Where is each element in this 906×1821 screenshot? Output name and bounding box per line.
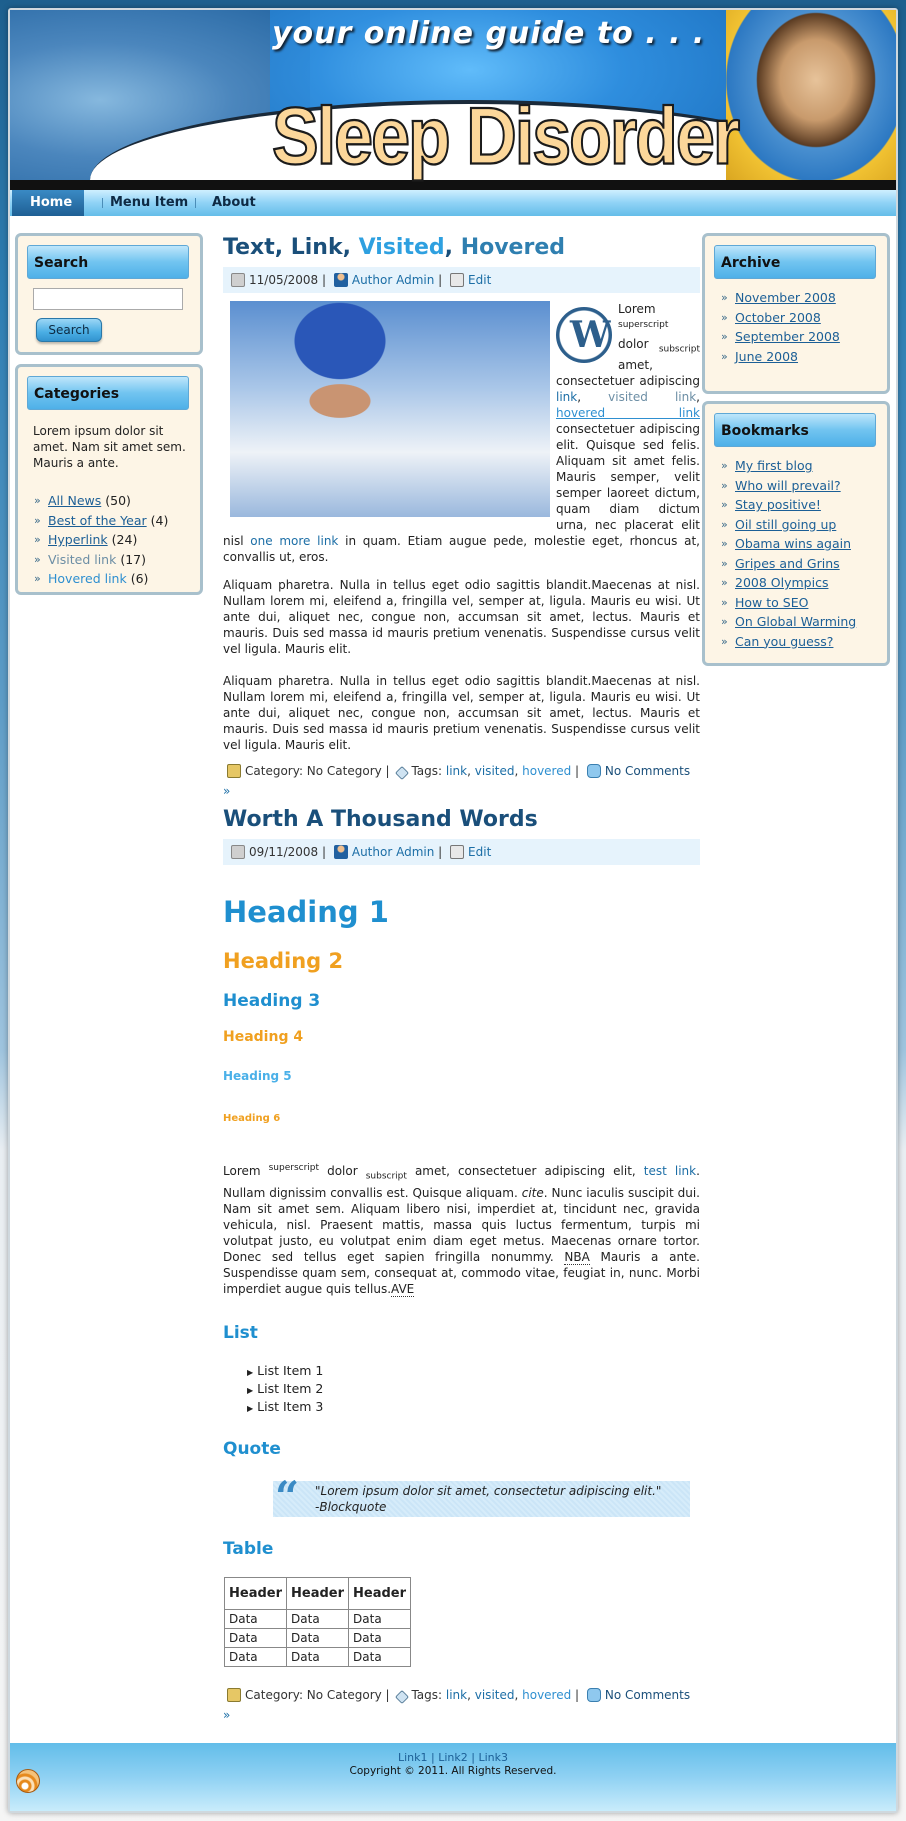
author-icon	[334, 845, 348, 859]
bullet-arrow-icon: ▶	[247, 1403, 254, 1413]
table-header-cell: Header	[349, 1577, 411, 1609]
footer-separator: |	[471, 1751, 475, 1764]
archive-link[interactable]: September 2008	[735, 329, 840, 344]
wordpress-w: W	[570, 314, 611, 356]
table-cell: Data	[349, 1609, 411, 1628]
text: . Nullam dignissim convallis est. Quisque aliquam.	[223, 1164, 700, 1200]
title-comma: ,	[274, 235, 291, 260]
wordpress-icon	[556, 307, 612, 363]
bookmark-link[interactable]: Oil still going up	[735, 516, 837, 532]
inline-link[interactable]: link	[556, 390, 578, 405]
archive-widget-title: Archive	[714, 245, 876, 279]
title-comma: ,	[444, 235, 461, 260]
text: in quam. Etiam augue pede, molestie eget, rhoncus at, convallis ut, eros.	[223, 534, 700, 565]
heading-6: Heading 6	[223, 1113, 281, 1125]
footer-separator: |	[431, 1751, 435, 1764]
one-more-link[interactable]: one more link	[250, 534, 339, 549]
category-link[interactable]: Visited link	[48, 551, 117, 567]
tags-label: Tags:	[411, 764, 443, 779]
tag-link[interactable]: link	[445, 764, 468, 779]
post-category: Category: No Category |	[245, 764, 390, 779]
site-title[interactable]: Sleep Disorder	[272, 91, 739, 181]
nav-item-menu-item[interactable]: Menu Item	[110, 195, 189, 210]
table-cell: Data	[225, 1628, 287, 1647]
list-item	[721, 554, 856, 574]
site-footer	[10, 1743, 896, 1811]
tag-link[interactable]: visited	[474, 764, 515, 779]
post-title[interactable]: Worth A Thousand Words	[223, 807, 538, 833]
list-item	[721, 632, 856, 652]
post-meta	[223, 839, 700, 865]
heading-5: Heading 5	[223, 1069, 292, 1084]
footer-link-1[interactable]: Link1	[397, 1751, 428, 1764]
text: . Nunc iaculis suscipit dui. Nam sit amet sem. Aliquam libero nisi, imperdiet at, tincidunt nec, gravida vehicula, nisl. Praesent mattis, massa quis luctus fermentum, turpis mi volutpat justo, eu volutpat enim diam eget metus. Maecenas ornare tortor. Donec sed tellus eget sapien fringilla nonummy.	[223, 1185, 700, 1264]
table-cell: Data	[349, 1647, 411, 1666]
post-date: 09/11/2008 |	[249, 845, 327, 860]
quote-icon: “	[275, 1471, 300, 1521]
comment-icon	[587, 1688, 601, 1702]
search-widget-title: Search	[27, 245, 189, 279]
post-title	[223, 235, 700, 267]
list-item	[247, 1381, 700, 1399]
quote-body	[315, 1483, 661, 1515]
meta-separator: |	[438, 273, 443, 287]
bookmark-link[interactable]: My first blog	[735, 458, 813, 473]
categories-widget-title: Categories	[27, 376, 189, 410]
folder-icon	[227, 764, 241, 778]
blockquote	[273, 1471, 690, 1521]
post-body	[223, 301, 700, 801]
post-paragraph: Lorem $^{superscript}$ dolor $_{subscript}$ amet, consectetuer adipiscing link, visited link, hovered link consectetuer adipiscing elit. Quisque sed felis. Aliquam sit amet felis. Mauris semper, velit semper laoreet dictum, quam diam dictum urna, nec placerat elit nisl one more link in quam. Etiam augue pede, molestie eget, rhoncus at, convallis ut, eros.	[223, 302, 700, 565]
table-row	[225, 1647, 411, 1666]
cite-text: cite	[521, 1185, 544, 1200]
edit-icon	[450, 845, 464, 859]
list-item	[721, 534, 856, 554]
header-photo-young-man	[726, 10, 896, 182]
table-cell: Data	[287, 1628, 349, 1647]
more-link[interactable]: »	[223, 1707, 231, 1722]
subscript: subscript	[658, 344, 700, 355]
edit-link[interactable]: Edit	[468, 273, 492, 287]
text: amet, consectetuer adipiscing	[556, 358, 700, 389]
post-title-link[interactable]: Link	[290, 235, 343, 260]
archive-widget	[702, 233, 890, 394]
site-header	[10, 10, 896, 190]
archive-link[interactable]: June 2008	[735, 348, 799, 364]
bullet-arrow-icon: ▶	[247, 1367, 254, 1377]
category-count: (17)	[120, 551, 146, 567]
folder-icon	[227, 1688, 241, 1702]
bookmark-link[interactable]: Gripes and Grins	[735, 555, 840, 571]
list-heading: List	[223, 1322, 258, 1343]
table-cell: Data	[287, 1647, 349, 1666]
post-footer-meta: Category: No Category | Tags: link, visited, hovered | No Comments »	[223, 1687, 691, 1722]
heading-2: Heading 2	[223, 949, 344, 974]
subscript: subscript	[365, 1171, 407, 1182]
list-item	[721, 456, 856, 476]
text: dolor	[327, 1164, 358, 1179]
superscript: superscript	[618, 320, 669, 330]
table-header-row	[225, 1577, 411, 1609]
bookmark-link[interactable]: Can you guess?	[735, 633, 834, 649]
comment-icon	[587, 764, 601, 778]
more-link[interactable]: »	[223, 784, 231, 799]
visited-link[interactable]: visited link	[608, 390, 697, 405]
post-paragraph: Aliquam pharetra. Nulla in tellus eget odio sagittis blandit.Maecenas at nisl. Nullam lorem mi, eleifend a, fringilla vel, semper at, ligula. Mauris eu wisi. Ut ante dui, aliquet nec, congue non, accumsan sit amet, lectus. Mauris et mauris. Duis sed massa id mauris pretium venenatis. Suspendisse cursus velit vel ligula. Mauris elit.	[223, 578, 700, 657]
list-item	[34, 550, 168, 570]
table-cell: Data	[225, 1609, 287, 1628]
category-count: (50)	[105, 493, 131, 508]
list-item	[247, 1399, 700, 1417]
footer-links	[10, 1751, 896, 1764]
page-container	[8, 8, 898, 1813]
meta-separator: |	[438, 845, 443, 860]
comments-link[interactable]: No Comments	[604, 1687, 691, 1702]
post-title-visited[interactable]: Visited	[358, 235, 445, 260]
heading-1: Heading 1	[223, 895, 389, 930]
nav-item-about[interactable]: About	[212, 195, 256, 210]
author-link[interactable]: Author Admin	[351, 845, 435, 860]
post-category: Category: No Category |	[245, 1687, 390, 1702]
post-title-hovered[interactable]: Hovered	[460, 235, 565, 260]
archive-list	[721, 288, 840, 366]
table-cell: Data	[349, 1628, 411, 1647]
site-tagline: your online guide to . . .	[272, 16, 706, 51]
category-link[interactable]: Hovered link	[48, 571, 127, 586]
categories-intro: Lorem ipsum dolor sit amet. Nam sit amet sem. Mauris a ante.	[33, 424, 186, 470]
heading-4: Heading 4	[223, 1029, 304, 1046]
quote-cite: -Blockquote	[315, 1499, 387, 1514]
abbr-ave: AVE	[391, 1281, 415, 1296]
tag-link[interactable]: hovered	[522, 1687, 572, 1702]
bookmark-link[interactable]: 2008 Olympics	[735, 575, 829, 590]
post-title-text: Text	[223, 235, 275, 260]
category-link[interactable]: Best of the Year	[48, 512, 147, 528]
footer-copyright: Copyright © 2011. All Rights Reserved.	[349, 1765, 557, 1777]
main-nav	[10, 190, 896, 216]
tag-icon	[395, 1690, 409, 1704]
bookmark-link[interactable]: On Global Warming	[735, 614, 857, 629]
list-item	[721, 476, 856, 496]
table-heading: Table	[223, 1538, 274, 1559]
comments-link[interactable]: No Comments	[604, 764, 691, 779]
bullet-arrow-icon: ▶	[247, 1385, 254, 1395]
list-item	[34, 491, 168, 511]
title-comma: ,	[342, 235, 359, 260]
tag-icon	[395, 766, 409, 780]
category-link[interactable]: Hyperlink	[48, 532, 108, 547]
footer-link-3[interactable]: Link3	[478, 1751, 509, 1764]
list-item	[247, 1363, 700, 1381]
footer-link-2[interactable]: Link2	[438, 1751, 468, 1764]
bookmarks-list	[721, 456, 856, 651]
nav-item-home[interactable]: Home	[12, 190, 84, 216]
bookmark-link[interactable]: How to SEO	[735, 594, 809, 610]
category-link[interactable]: All News	[48, 493, 102, 508]
categories-widget	[15, 364, 203, 595]
list-item	[721, 515, 856, 535]
table-cell: Data	[225, 1647, 287, 1666]
table-row	[225, 1609, 411, 1628]
tag-link[interactable]: link	[445, 1687, 468, 1702]
category-count: (6)	[130, 571, 149, 586]
list-item	[721, 612, 856, 632]
search-widget	[15, 233, 203, 355]
headphone-girl-image	[230, 301, 550, 517]
author-link[interactable]: Author Admin	[351, 273, 435, 287]
text: consectetuer adipiscing elit. Quisque sed felis. Aliquam sit amet felis. Mauris semper, velit semper laoreet dictum, quam diam dictum urna, nec placerat elit nisl	[223, 422, 700, 549]
list-item	[721, 347, 840, 367]
list-item-text: List Item 1	[257, 1362, 324, 1378]
search-button[interactable]: Search	[36, 318, 102, 342]
bookmarks-widget-title: Bookmarks	[714, 413, 876, 447]
edit-icon	[450, 273, 464, 287]
table-header-cell: Header	[225, 1577, 287, 1609]
list-item	[721, 288, 840, 308]
calendar-icon	[231, 845, 245, 859]
list-item-text: List Item 3	[257, 1398, 324, 1414]
list-item	[34, 569, 168, 589]
quote-heading: Quote	[223, 1438, 281, 1459]
post-paragraph	[223, 1160, 700, 1296]
bookmark-link[interactable]: Who will prevail?	[735, 477, 841, 493]
list-item	[34, 530, 168, 550]
text: Lorem	[223, 1164, 261, 1179]
abbr-nba: NBA	[564, 1249, 590, 1264]
post-date: 11/05/2008 |	[249, 273, 327, 287]
text: dolor	[618, 337, 649, 351]
list-item	[721, 308, 840, 328]
text: amet, consectetuer adipiscing elit,	[414, 1164, 636, 1179]
bookmark-link[interactable]: Stay positive!	[735, 497, 821, 512]
main-content	[223, 235, 700, 1725]
sample-table	[224, 1577, 411, 1667]
test-link[interactable]: test link	[643, 1164, 697, 1179]
text: Lorem	[618, 302, 656, 316]
post-meta	[223, 267, 700, 293]
bookmark-link[interactable]: Obama wins again	[735, 536, 851, 551]
list-item	[34, 511, 168, 531]
post-paragraph: Aliquam pharetra. Nulla in tellus eget odio sagittis blandit.Maecenas at nisl. Nullam lorem mi, eleifend a, fringilla vel, semper at, ligula. Mauris eu wisi. Ut ante dui, aliquet nec, congue non, accumsan sit amet, lectus. Mauris et mauris. Duis sed massa id mauris pretium venenatis. Suspendisse cursus velit vel ligula. Mauris elit.	[223, 674, 700, 753]
superscript: superscript	[268, 1163, 320, 1174]
quote-text: "Lorem ipsum dolor sit amet, consectetur adipiscing elit."	[315, 1483, 662, 1498]
list-item	[721, 327, 840, 347]
list-item	[721, 495, 856, 515]
tags-label: Tags:	[411, 1687, 443, 1702]
rss-icon[interactable]	[16, 1769, 40, 1793]
hovered-link[interactable]: hovered link	[556, 406, 700, 421]
tag-link[interactable]: visited	[474, 1687, 515, 1702]
table-row	[225, 1628, 411, 1647]
text: Mauris a ante. Suspendisse quam sem, consequat at, commodo vitae, feugiat in, nunc. Morbi imperdiet augue quis tellus.	[223, 1249, 700, 1296]
categories-list	[34, 491, 168, 589]
sample-list	[247, 1363, 700, 1417]
post-footer-meta: Category: No Category | Tags: link, visited, hovered | No Comments »	[223, 764, 691, 799]
list-item	[721, 573, 856, 593]
table-cell: Data	[287, 1609, 349, 1628]
table-header-cell: Header	[287, 1577, 349, 1609]
author-icon	[334, 273, 348, 287]
list-item-text: List Item 2	[257, 1380, 324, 1396]
category-count: (4)	[150, 512, 169, 528]
bookmarks-widget	[702, 401, 890, 666]
heading-3: Heading 3	[223, 991, 321, 1012]
search-input[interactable]	[33, 288, 183, 310]
edit-link[interactable]: Edit	[468, 845, 492, 860]
calendar-icon	[231, 273, 245, 287]
list-item	[721, 593, 856, 613]
category-count: (24)	[111, 532, 138, 547]
archive-link[interactable]: November 2008	[735, 290, 836, 305]
archive-link[interactable]: October 2008	[735, 309, 821, 325]
tag-link[interactable]: hovered	[522, 764, 572, 779]
